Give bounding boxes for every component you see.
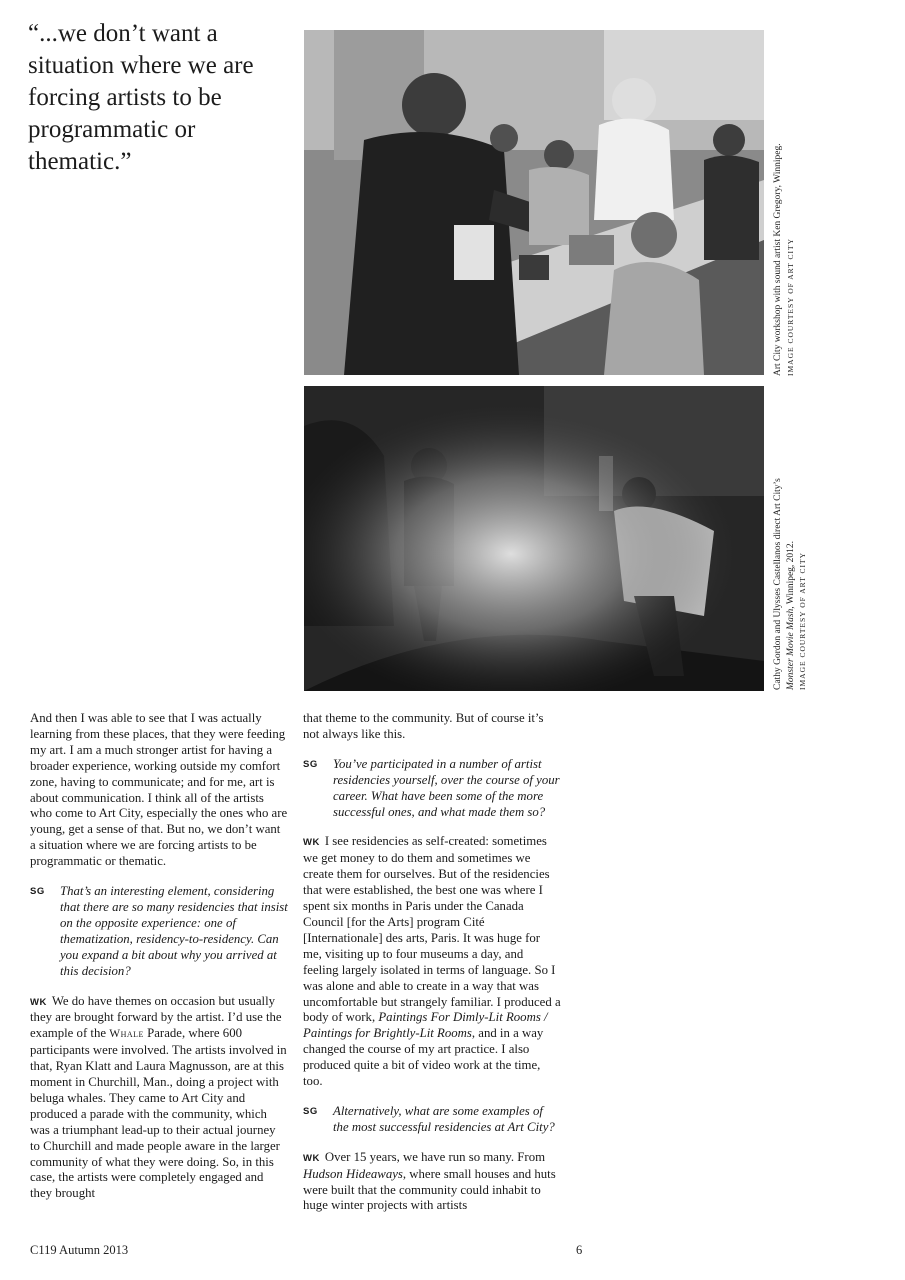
answer-text: Over 15 years, we have run so many. From — [324, 1149, 546, 1164]
answer-paragraph — [303, 1150, 561, 1215]
speaker-tag-wk: WK — [30, 996, 47, 1008]
answer-paragraph — [303, 834, 561, 1090]
photo1-credit: IMAGE COURTESY OF ART CITY — [785, 237, 795, 376]
question-paragraph — [303, 1104, 561, 1136]
photo2-caption-line1: Cathy Gordon and Ulysses Castellanos direct Art City’s — [773, 478, 783, 690]
pull-quote: “...we don’t want a situation where we are forcing artists to be programmatic or thematic.” — [28, 20, 254, 175]
question-text: That’s an interesting element, considering that there are so many residencies that insist on the opposite experience: one of thematization, residency-to-residency. Can you expand a bit about why you arrived at this decision? — [60, 884, 288, 978]
question-text: Alternatively, what are some examples of the most successful residencies at Art City? — [333, 1103, 555, 1134]
answer-text: We do have themes on occasion but usually they are brought forward by the artist. I’d use the example of the — [30, 993, 282, 1041]
artwork-title: Paintings For Dimly-Lit Rooms / Paintings for Brightly-Lit Rooms — [303, 1010, 548, 1041]
speaker-tag-sg: SG — [303, 1105, 318, 1117]
photo1-caption — [772, 143, 797, 376]
photo2-caption-rest: , Winnipeg, 2012. — [785, 540, 796, 609]
right-column — [303, 711, 561, 1214]
answer-text: Parade, where 600 participants were involved. The artists involved in that, Ryan Klatt and Laura Magnusson, are at this moment in Churchill, Man., doing a project with beluga whales. They came to Art City and produced a parade with the community, which was a triumphant lead-up to their actual journey to Churchill and made people aware in the larger community of what they were doing. So, in this case, the artists were completely engaged and they brought — [30, 1026, 287, 1201]
answer-text: , where small houses and huts were built that the community could inhabit to huge winter projects with artists — [303, 1166, 556, 1213]
question-paragraph — [30, 884, 288, 979]
speaker-tag-sg: SG — [303, 758, 318, 770]
page-number: 6 — [576, 1243, 583, 1257]
photo2-caption — [772, 478, 810, 690]
photo1-caption-text: Art City workshop with sound artist Ken Gregory, Winnipeg. — [773, 143, 783, 376]
question-text: You’ve participated in a number of artist residencies yourself, over the course of your career. What have been some of the more successful ones, and what made them so? — [333, 756, 560, 819]
speaker-tag-wk: WK — [303, 837, 320, 849]
whale-parade-name: Whale — [109, 1028, 144, 1041]
answer-text: , and in a way changed the course of my art practice. I also produced quite a bit of video work at the time, too. — [303, 1026, 544, 1089]
issue-label: C119 Autumn 2013 — [30, 1243, 129, 1257]
answer-paragraph — [30, 994, 288, 1203]
speaker-tag-wk: WK — [303, 1152, 320, 1164]
photo2-credit: IMAGE COURTESY OF ART CITY — [798, 551, 807, 690]
movie-mash-photo — [304, 386, 764, 691]
photo2-caption-title: Monster Movie Mash — [785, 608, 796, 690]
question-paragraph — [303, 757, 561, 821]
speaker-tag-sg: SG — [30, 886, 45, 898]
project-title: Hudson Hideaways — [303, 1166, 403, 1181]
left-column — [30, 711, 288, 1202]
workshop-photo — [304, 30, 764, 375]
answer-text: I see residencies as self-created: sometimes we get money to do them and sometimes we create them for ourselves. But of the residencies that were established, the best one was where I spent six months in Paris under the Canada Council [for the Arts] program Cité [Internationale] des arts, Paris. It was huge for me, visiting up to four museums a day, and feeling largely isolated in terms of language. So I was alone and able to create in a way that was uncomfortable but strangely familiar. I produced a body of work, — [303, 834, 561, 1025]
answer-paragraph: that theme to the community. But of course it’s not always like this. — [303, 711, 544, 741]
answer-paragraph: And then I was able to see that I was actually learning from these places, that they were feeding my art. I am a much stronger artist for having a broader experience, working outside my comfort zone, having to communicate; and for me, art is about communication. I think all of the artists who come to Art City, especially the ones who are young, get a sense of that. But no, we don’t want a situation where we are forcing artists to be programmatic or thematic. — [30, 711, 288, 869]
